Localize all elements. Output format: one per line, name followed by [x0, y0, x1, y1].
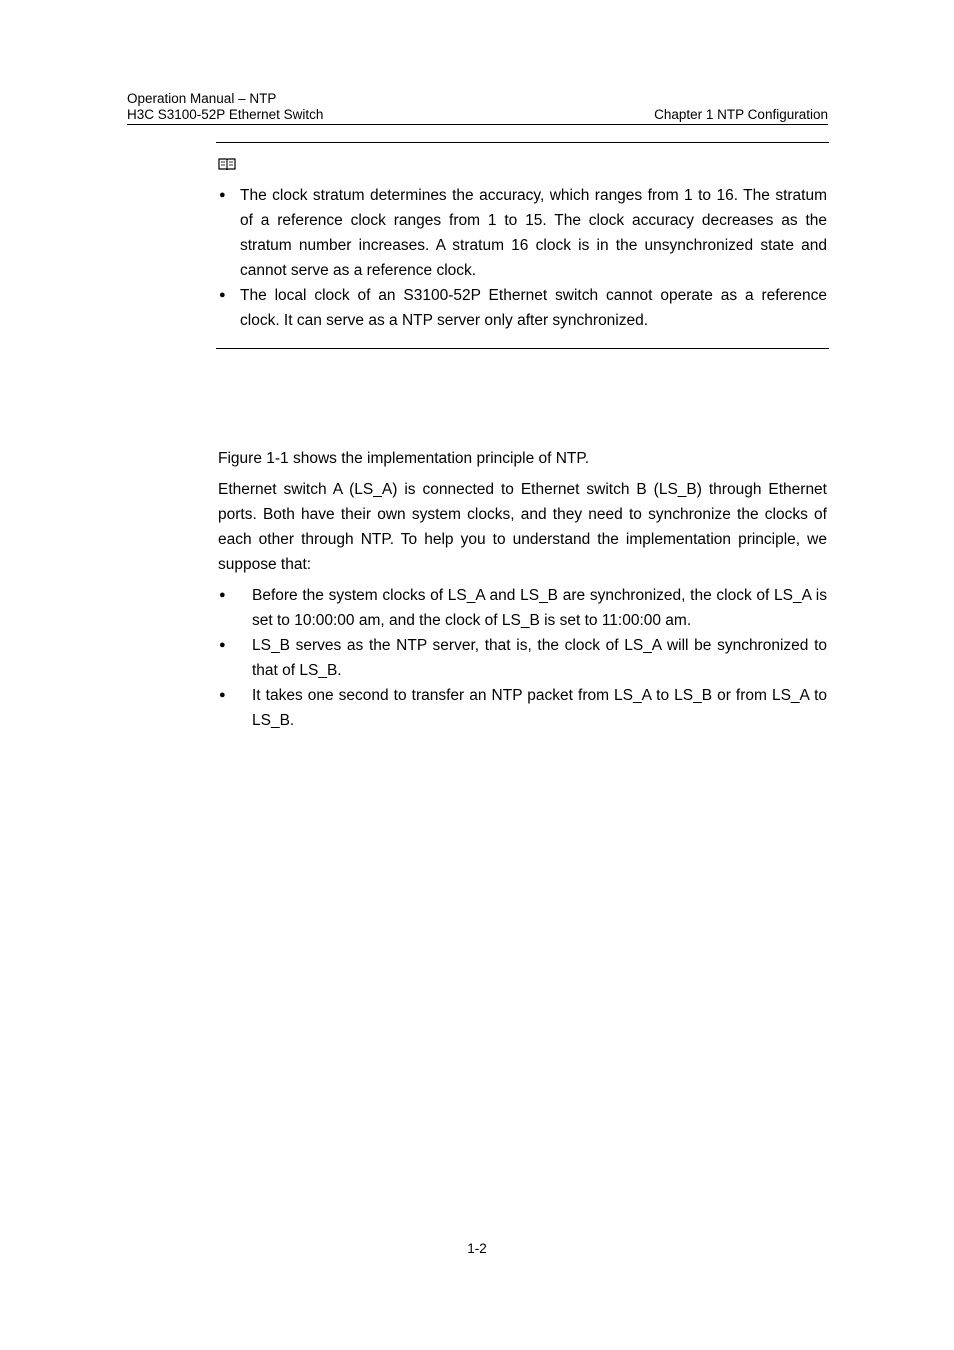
- note-box: [216, 142, 829, 349]
- bullet-icon: ●: [219, 639, 226, 651]
- list-item: [218, 583, 827, 633]
- list-item: [218, 683, 827, 733]
- header-left: [127, 91, 323, 123]
- product-name: H3C S3100-52P Ethernet Switch: [127, 107, 324, 122]
- page-number: 1-2: [467, 1241, 487, 1256]
- bullet-icon: ●: [219, 289, 226, 301]
- assumption-list: [218, 583, 827, 733]
- note-item: [216, 283, 827, 333]
- note-item-text: The local clock of an S3100-52P Ethernet switch cannot operate as a reference clock. It can serve as a NTP server only after synchronized.: [240, 287, 827, 329]
- list-item-text: It takes one second to transfer an NTP packet from LS_A to LS_B or from LS_A to LS_B.: [252, 687, 827, 729]
- description-paragraph: Ethernet switch A (LS_A) is connected to Ethernet switch B (LS_B) through Ethernet ports. Both have their own system clocks, and they need to synchronize the clocks of each other through NTP. To help you to understand the implementation principle, we suppose that:: [218, 481, 827, 573]
- intro-paragraph: Figure 1-1 shows the implementation principle of NTP.: [218, 450, 590, 467]
- list-item-text: LS_B serves as the NTP server, that is, the clock of LS_A will be synchronized to that of LS_B.: [252, 637, 827, 679]
- note-list: [216, 183, 827, 333]
- list-item-text: Before the system clocks of LS_A and LS_B are synchronized, the clock of LS_A is set to 10:00:00 am, and the clock of LS_B is set to 11:00:00 am.: [252, 587, 827, 629]
- bullet-icon: ●: [219, 689, 226, 701]
- manual-title: Operation Manual – NTP: [127, 91, 277, 106]
- list-item: [218, 633, 827, 683]
- bullet-icon: ●: [219, 189, 226, 201]
- note-item: [216, 183, 827, 283]
- note-item-text: The clock stratum determines the accuracy, which ranges from 1 to 16. The stratum of a reference clock ranges from 1 to 15. The clock accuracy decreases as the stratum number increases. A stratum 16 clock is in the unsynchronized state and cannot serve as a reference clock.: [240, 187, 827, 279]
- book-icon: [218, 157, 236, 171]
- chapter-title: Chapter 1 NTP Configuration: [654, 107, 828, 122]
- header-divider: [127, 124, 828, 125]
- bullet-icon: ●: [219, 589, 226, 601]
